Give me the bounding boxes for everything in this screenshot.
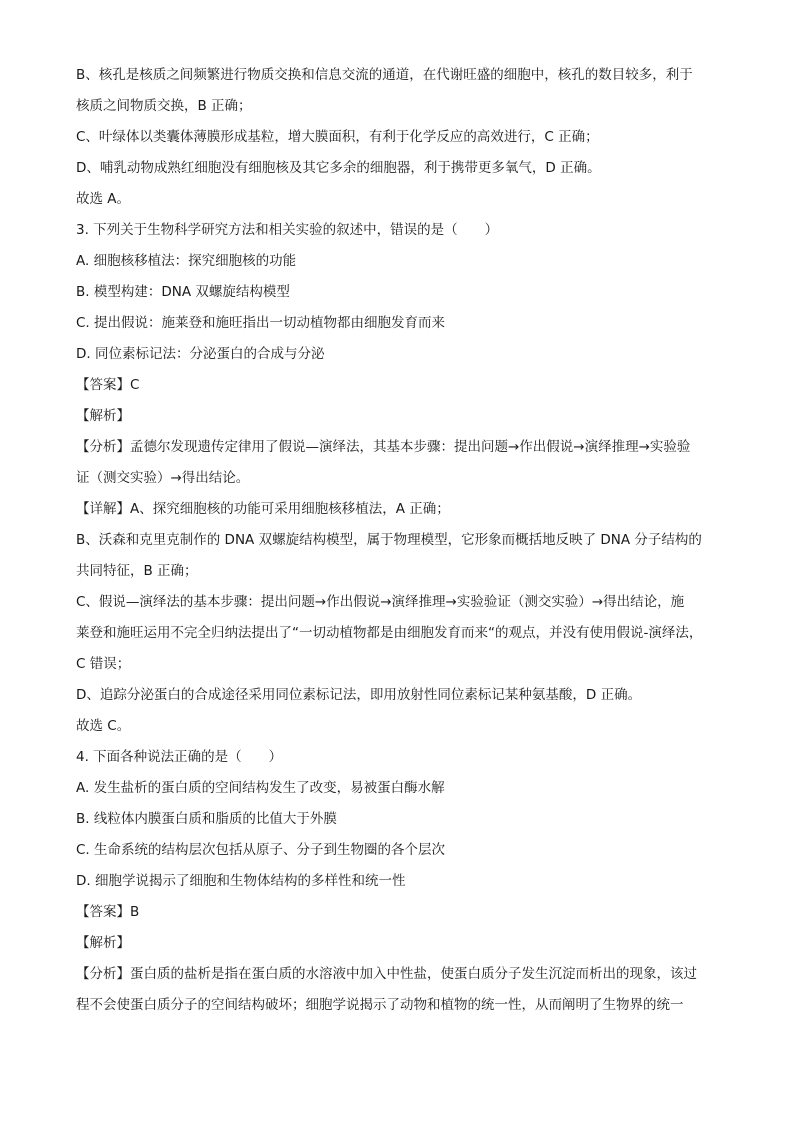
answer-label: 【答案】B — [76, 904, 140, 920]
paragraph-line: C、叶绿体以类囊体薄膜形成基粒，增大膜面积，有利于化学反应的高效进行，C 正确； — [76, 129, 599, 145]
conclusion-line: 故选 C。 — [76, 718, 131, 734]
question-3-stem: 3. 下列关于生物科学研究方法和相关实验的叙述中，错误的是（ ） — [76, 222, 499, 238]
paragraph-line: 【详解】A、探究细胞核的功能可采用细胞核移植法，A 正确； — [76, 501, 450, 517]
question-4-option-b: B. 线粒体内膜蛋白质和脂质的比值大于外膜 — [76, 811, 337, 827]
question-4-option-a: A. 发生盐析的蛋白质的空间结构发生了改变，易被蛋白酶水解 — [76, 780, 445, 796]
paragraph-line: 程不会使蛋白质分子的空间结构破坏；细胞学说揭示了动物和植物的统一性，从而阐明了生物界的统一 — [76, 997, 684, 1013]
question-3-option-d: D. 同位素标记法：分泌蛋白的合成与分泌 — [76, 346, 325, 362]
analysis-label: 【解析】 — [76, 408, 130, 424]
paragraph-line: 核质之间物质交换，B 正确； — [76, 98, 252, 114]
paragraph-line: 证（测交实验）→得出结论。 — [76, 470, 250, 486]
paragraph-line: C 错误； — [76, 656, 131, 672]
paragraph-line: D、追踪分泌蛋白的合成途径采用同位素标记法，即用放射性同位素标记某种氨基酸，D 正确。 — [76, 687, 642, 703]
paragraph-line: 【分析】孟德尔发现遗传定律用了假说—演绎法，其基本步骤：提出问题→作出假说→演绎推理→实验验 — [76, 439, 691, 455]
question-4-option-c: C. 生命系统的结构层次包括从原子、分子到生物圈的各个层次 — [76, 842, 446, 858]
question-4-stem: 4. 下面各种说法正确的是（ ） — [76, 749, 283, 765]
paragraph-line: 【分析】蛋白质的盐析是指在蛋白质的水溶液中加入中性盐，使蛋白质分子发生沉淀而析出的现象，该过 — [76, 966, 697, 982]
question-4-option-d: D. 细胞学说揭示了细胞和生物体结构的多样性和统一性 — [76, 873, 406, 889]
analysis-label: 【解析】 — [76, 935, 130, 951]
paragraph-line: D、哺乳动物成熟红细胞没有细胞核及其它多余的细胞器，利于携带更多氧气，D 正确。 — [76, 160, 601, 176]
paragraph-line: C、假说—演绎法的基本步骤：提出问题→作出假说→演绎推理→实验验证（测交实验）→得出结论，施 — [76, 594, 685, 610]
question-3-option-a: A. 细胞核移植法：探究细胞核的功能 — [76, 253, 297, 269]
question-3-option-c: C. 提出假说：施莱登和施旺指出一切动植物都由细胞发育而来 — [76, 315, 446, 331]
document-page — [76, 60, 721, 1021]
question-3-option-b: B. 模型构建：DNA 双螺旋结构模型 — [76, 284, 290, 300]
answer-label: 【答案】C — [76, 377, 140, 393]
paragraph-line: B、核孔是核质之间频繁进行物质交换和信息交流的通道，在代谢旺盛的细胞中，核孔的数目较多，利于 — [76, 67, 693, 83]
paragraph-line: 莱登和施旺运用不完全归纳法提出了“一切动植物都是由细胞发育而来“的观点，并没有使用假说-演绎法， — [76, 625, 703, 641]
paragraph-line: 共同特征，B 正确； — [76, 563, 198, 579]
conclusion-line: 故选 A。 — [76, 191, 131, 207]
paragraph-line: B、沃森和克里克制作的 DNA 双螺旋结构模型，属于物理模型，它形象而概括地反映了 DNA 分子结构的 — [76, 532, 702, 548]
